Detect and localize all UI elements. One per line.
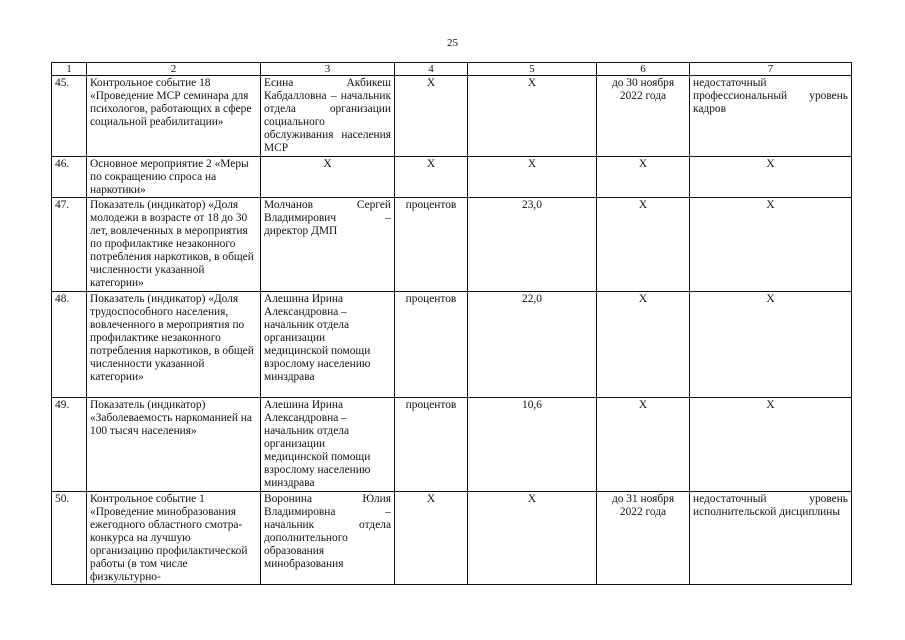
column-number: 4: [395, 63, 468, 76]
responsible-cell: Алешина Ирина Александровна – начальник отдела организации медицинской помощи взрослому населению минздрава: [261, 291, 395, 397]
event-cell: Контрольное событие 1 «Проведение минобразования ежегодного областного смотра-конкурса на лучшую организацию профилактической работы (в том числе физкультурно-: [87, 491, 261, 585]
unit-cell: X: [395, 491, 468, 585]
column-number: 5: [468, 63, 597, 76]
value-cell: 22,0: [468, 291, 597, 397]
event-cell: Показатель (индикатор) «Заболеваемость наркоманией на 100 тысяч населения»: [87, 397, 261, 491]
value-cell: X: [468, 491, 597, 585]
responsible-cell: Алешина Ирина Александровна – начальник отдела организации медицинской помощи взрослому населению минздрава: [261, 397, 395, 491]
deadline-cell: до 31 ноября 2022 года: [597, 491, 690, 585]
responsible-cell: Молчанов Сергей Владимирович – директор ДМП: [261, 197, 395, 291]
row-number: 47.: [52, 197, 87, 291]
plan-table: [51, 62, 852, 585]
table-row: [52, 156, 852, 197]
responsible-cell: Есина Акбикеш Кабдалловна – начальник отдела организации социального обслуживания населения МСР: [261, 76, 395, 157]
row-number: 48.: [52, 291, 87, 397]
column-number: 7: [690, 63, 852, 76]
risk-cell: X: [690, 156, 852, 197]
unit-cell: процентов: [395, 397, 468, 491]
row-number: 45.: [52, 76, 87, 157]
value-cell: X: [468, 76, 597, 157]
risk-cell: X: [690, 291, 852, 397]
risk-cell: недостаточный уровень исполнительской дисциплины: [690, 491, 852, 585]
value-cell: X: [468, 156, 597, 197]
page-number: 25: [447, 37, 458, 49]
unit-cell: процентов: [395, 291, 468, 397]
table-row: [52, 491, 852, 585]
unit-cell: процентов: [395, 197, 468, 291]
column-number: 1: [52, 63, 87, 76]
row-number: 50.: [52, 491, 87, 585]
event-cell: Показатель (индикатор) «Доля трудоспособного населения, вовлеченного в мероприятия по профилактике незаконного потребления наркотиков, в общей численности указанной категории»: [87, 291, 261, 397]
risk-cell: X: [690, 397, 852, 491]
column-number: 2: [87, 63, 261, 76]
deadline-cell: до 30 ноября 2022 года: [597, 76, 690, 157]
table-row: [52, 197, 852, 291]
table-row: [52, 291, 852, 397]
table-row: [52, 397, 852, 491]
column-number: 6: [597, 63, 690, 76]
event-cell: Показатель (индикатор) «Доля молодежи в возрасте от 18 до 30 лет, вовлеченных в мероприятия по профилактике незаконного потребления наркотиков, в общей численности указанной категории»: [87, 197, 261, 291]
row-number: 49.: [52, 397, 87, 491]
deadline-cell: X: [597, 156, 690, 197]
unit-cell: X: [395, 76, 468, 157]
deadline-cell: X: [597, 397, 690, 491]
unit-cell: X: [395, 156, 468, 197]
row-number: 46.: [52, 156, 87, 197]
risk-cell: недостаточный профессиональный уровень кадров: [690, 76, 852, 157]
value-cell: 10,6: [468, 397, 597, 491]
column-number: 3: [261, 63, 395, 76]
responsible-cell: X: [261, 156, 395, 197]
deadline-cell: X: [597, 291, 690, 397]
event-cell: Основное мероприятие 2 «Меры по сокращению спроса на наркотики»: [87, 156, 261, 197]
deadline-cell: X: [597, 197, 690, 291]
event-cell: Контрольное событие 18 «Проведение МСР семинара для психологов, работающих в сфере социальной реабилитации»: [87, 76, 261, 157]
column-numbers-row: [52, 63, 852, 76]
risk-cell: X: [690, 197, 852, 291]
responsible-cell: Воронина Юлия Владимировна – начальник отдела дополнительного образования минобразования: [261, 491, 395, 585]
value-cell: 23,0: [468, 197, 597, 291]
table-row: [52, 76, 852, 157]
